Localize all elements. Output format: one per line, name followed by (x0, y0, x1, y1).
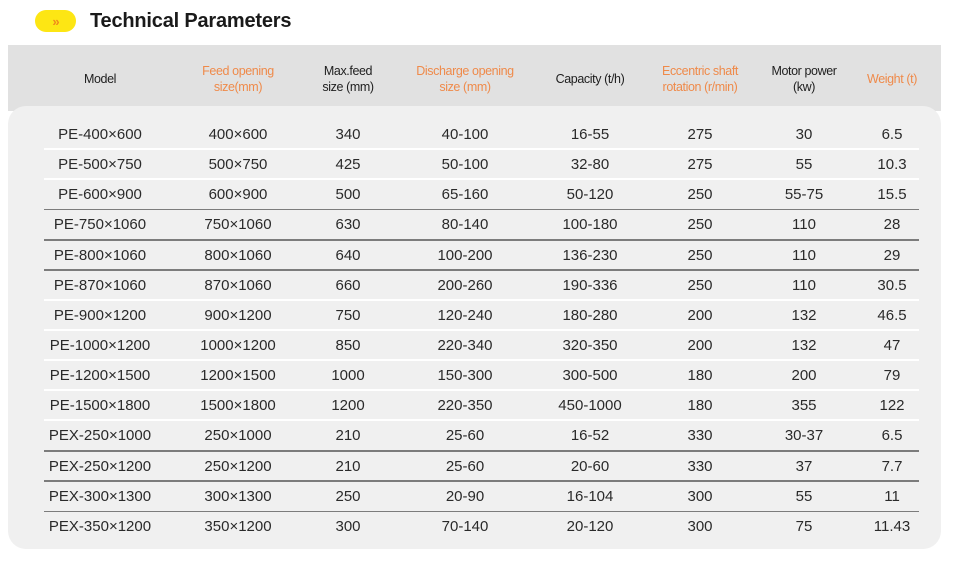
cell-eccentric-shaft: 275 (687, 126, 713, 143)
cell-model: PE-500×750 (58, 156, 142, 174)
table-row (8, 210, 941, 240)
cell-weight: 28 (883, 216, 901, 234)
cell-model: PE-900×1200 (53, 306, 147, 324)
column-header-weight (867, 61, 917, 97)
double-chevron-right-icon (35, 10, 76, 32)
table-row (8, 482, 941, 512)
cell-motor-power: 55-75 (784, 186, 824, 204)
cell-model: PEX-300×1300 (48, 487, 152, 505)
table-row (8, 301, 941, 331)
column-header-model (84, 61, 116, 97)
cell-max-feed: 300 (335, 517, 361, 535)
cell-model: PE-400×600 (58, 126, 142, 143)
cell-weight: 122 (879, 397, 905, 415)
column-header-max-feed (322, 61, 373, 97)
cell-feed-opening: 250×1200 (204, 457, 272, 475)
cell-max-feed: 850 (335, 336, 361, 354)
cell-weight: 46.5 (877, 306, 907, 324)
cell-motor-power: 55 (795, 156, 813, 174)
cell-capacity: 136-230 (562, 246, 618, 264)
cell-eccentric-shaft: 250 (687, 276, 713, 294)
cell-max-feed: 425 (335, 156, 361, 174)
cell-motor-power: 30 (795, 126, 813, 143)
cell-model: PE-870×1060 (53, 276, 147, 294)
cell-discharge-opening: 20-90 (445, 487, 485, 505)
column-header-line2: size(mm) (213, 80, 263, 94)
cell-max-feed: 660 (335, 276, 361, 294)
cell-model: PE-750×1060 (53, 216, 147, 234)
cell-weight: 10.3 (877, 156, 907, 174)
cell-feed-opening: 1000×1200 (200, 336, 276, 354)
column-header-discharge-opening (416, 61, 513, 97)
column-header-line1: Model (83, 72, 117, 86)
cell-motor-power: 37 (795, 457, 813, 475)
cell-capacity: 320-350 (562, 336, 618, 354)
cell-eccentric-shaft: 250 (687, 246, 713, 264)
cell-eccentric-shaft: 250 (687, 216, 713, 234)
cell-feed-opening: 750×1060 (204, 216, 272, 234)
cell-discharge-opening: 25-60 (445, 457, 485, 475)
cell-eccentric-shaft: 330 (687, 427, 713, 445)
cell-motor-power: 110 (792, 216, 816, 234)
cell-model: PEX-250×1200 (48, 457, 152, 475)
cell-model: PE-1200×1500 (49, 367, 151, 385)
cell-feed-opening: 800×1060 (204, 246, 272, 264)
cell-max-feed: 340 (335, 126, 361, 143)
cell-discharge-opening: 150-300 (437, 367, 493, 385)
column-header-line2: rotation (r/min) (662, 80, 738, 94)
cell-capacity: 16-52 (570, 427, 610, 445)
cell-motor-power: 110 (792, 276, 816, 294)
cell-eccentric-shaft: 275 (687, 156, 713, 174)
cell-motor-power: 200 (791, 367, 817, 385)
column-header-line1: Eccentric shaft (662, 64, 738, 78)
column-header-feed-opening (202, 61, 274, 97)
cell-max-feed: 210 (335, 427, 361, 445)
cell-motor-power: 30-37 (784, 427, 824, 445)
table-body (8, 120, 941, 542)
cell-feed-opening: 900×1200 (204, 306, 272, 324)
cell-discharge-opening: 80-140 (441, 216, 489, 234)
cell-capacity: 16-55 (570, 126, 610, 143)
cell-max-feed: 500 (335, 186, 361, 204)
cell-capacity: 32-80 (570, 156, 610, 174)
cell-discharge-opening: 70-140 (441, 517, 489, 535)
cell-feed-opening: 500×750 (208, 156, 268, 174)
column-header-line2: (kw) (792, 80, 816, 94)
table-row (8, 421, 941, 451)
cell-feed-opening: 870×1060 (204, 276, 272, 294)
column-header-line1: Max.feed (323, 64, 373, 78)
cell-discharge-opening: 200-260 (437, 276, 493, 294)
cell-weight: 6.5 (881, 427, 903, 445)
cell-capacity: 300-500 (562, 367, 618, 385)
cell-max-feed: 1200 (331, 397, 365, 415)
cell-model: PEX-350×1200 (48, 517, 152, 535)
cell-discharge-opening: 120-240 (437, 306, 493, 324)
cell-discharge-opening: 50-100 (441, 156, 489, 174)
cell-discharge-opening: 220-350 (437, 397, 493, 415)
table-row (8, 512, 941, 542)
cell-eccentric-shaft: 300 (687, 487, 713, 505)
column-header-line1: Weight (t) (867, 72, 917, 86)
cell-motor-power: 110 (792, 246, 816, 264)
cell-feed-opening: 300×1300 (204, 487, 272, 505)
cell-max-feed: 640 (335, 246, 361, 264)
cell-model: PE-600×900 (58, 186, 142, 204)
cell-discharge-opening: 40-100 (441, 126, 489, 143)
cell-capacity: 20-60 (570, 457, 610, 475)
cell-weight: 29 (883, 246, 901, 264)
cell-feed-opening: 400×600 (208, 126, 268, 143)
cell-max-feed: 630 (335, 216, 361, 234)
cell-model: PE-1000×1200 (49, 336, 151, 354)
cell-eccentric-shaft: 180 (687, 397, 713, 415)
column-header-eccentric-shaft (662, 61, 738, 97)
cell-eccentric-shaft: 300 (687, 517, 713, 535)
cell-discharge-opening: 100-200 (437, 246, 493, 264)
cell-feed-opening: 600×900 (208, 186, 268, 204)
column-header-line1: Motor power (771, 64, 837, 78)
cell-capacity: 20-120 (566, 517, 614, 535)
cell-eccentric-shaft: 200 (687, 336, 713, 354)
cell-eccentric-shaft: 250 (687, 186, 713, 204)
cell-capacity: 190-336 (562, 276, 618, 294)
column-header-line1: Capacity (t/h) (555, 72, 625, 86)
cell-model: PE-1500×1800 (49, 397, 151, 415)
table-row (8, 452, 941, 482)
cell-weight: 11.43 (873, 517, 911, 535)
table-row (8, 150, 941, 180)
cell-feed-opening: 1200×1500 (200, 367, 276, 385)
cell-weight: 6.5 (881, 126, 903, 143)
cell-discharge-opening: 220-340 (437, 336, 493, 354)
table-row (8, 331, 941, 361)
cell-weight: 79 (883, 367, 901, 385)
cell-max-feed: 1000 (331, 367, 365, 385)
cell-weight: 15.5 (877, 186, 907, 204)
column-header-line1: Feed opening (202, 64, 274, 78)
cell-model: PEX-250×1000 (48, 427, 152, 445)
cell-motor-power: 355 (791, 397, 817, 415)
table-row (8, 180, 941, 210)
cell-motor-power: 55 (795, 487, 813, 505)
cell-capacity: 16-104 (566, 487, 614, 505)
table-row (8, 361, 941, 391)
section-title-bar (35, 8, 291, 34)
cell-motor-power: 132 (791, 336, 817, 354)
cell-capacity: 450-1000 (558, 397, 622, 415)
cell-discharge-opening: 25-60 (445, 427, 485, 445)
column-header-line2: size (mm) (322, 80, 374, 94)
cell-eccentric-shaft: 180 (687, 367, 713, 385)
cell-feed-opening: 1500×1800 (200, 397, 276, 415)
table-row (8, 120, 941, 150)
column-header-line2: size (mm) (439, 80, 491, 94)
cell-eccentric-shaft: 330 (687, 457, 713, 475)
page-title: Technical Parameters (90, 9, 292, 32)
cell-weight: 11 (884, 487, 900, 505)
cell-capacity: 100-180 (562, 216, 618, 234)
cell-discharge-opening: 65-160 (441, 186, 489, 204)
table-row (8, 271, 941, 301)
cell-max-feed: 250 (335, 487, 361, 505)
column-header-capacity (556, 61, 625, 97)
cell-model: PE-800×1060 (53, 246, 147, 264)
cell-feed-opening: 350×1200 (204, 517, 272, 535)
cell-capacity: 50-120 (566, 186, 614, 204)
cell-motor-power: 75 (795, 517, 813, 535)
cell-max-feed: 210 (335, 457, 361, 475)
cell-eccentric-shaft: 200 (687, 306, 713, 324)
table-row (8, 391, 941, 421)
cell-weight: 7.7 (881, 457, 903, 475)
column-header-line1: Discharge opening (416, 64, 514, 78)
cell-capacity: 180-280 (562, 306, 618, 324)
column-header-motor-power (771, 61, 836, 97)
cell-max-feed: 750 (335, 306, 361, 324)
table-row (8, 241, 941, 271)
cell-weight: 30.5 (877, 276, 907, 294)
cell-feed-opening: 250×1000 (204, 427, 272, 445)
cell-weight: 47 (883, 336, 901, 354)
badge-glyph: » (52, 13, 59, 29)
technical-parameters-table (8, 45, 941, 549)
cell-motor-power: 132 (791, 306, 817, 324)
